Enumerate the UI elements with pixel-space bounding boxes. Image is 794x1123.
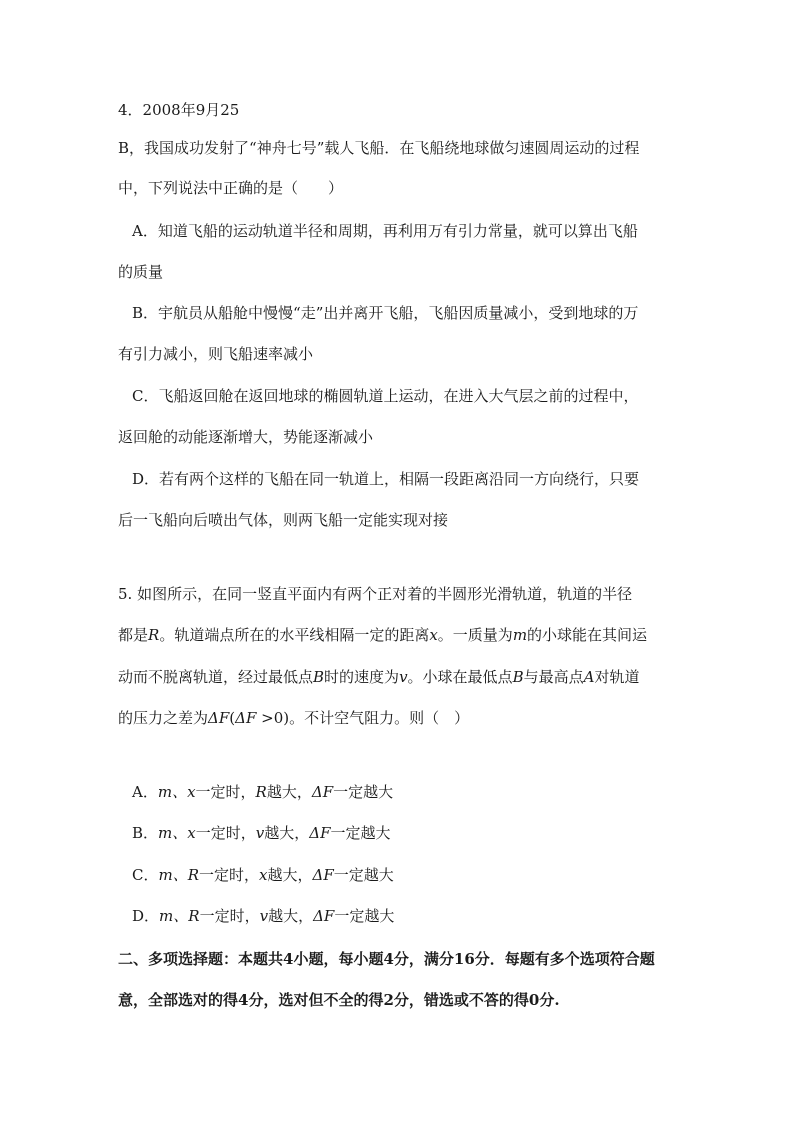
option-label: C．: [132, 866, 159, 884]
text: 。小球在最低点: [407, 668, 513, 686]
q5-option-d: [132, 906, 394, 926]
text: 动而不脱离轨道，经过最低点: [118, 668, 314, 686]
option-label: B．: [132, 824, 159, 842]
section2-heading-line-2: 意，全部选对的得4分，选对但不全的得2分，错选或不答的得0分.: [118, 991, 560, 1009]
text: 的小球能在其间运: [527, 626, 648, 644]
var-b: B: [313, 668, 325, 686]
q4-option-c-line-1: C．飞船返回舱在返回地球的椭圆轨道上运动，在进入大气层之前的过程中，: [132, 387, 639, 405]
var-v: v: [399, 668, 408, 686]
var-delta-f: ΔF: [208, 709, 230, 727]
text: 一定时，: [195, 783, 256, 801]
q5-option-c: [132, 865, 394, 885]
text: 一定时，: [199, 907, 260, 925]
var-delta-f: ΔF: [235, 709, 257, 727]
text: 与最高点: [523, 668, 584, 686]
q4-option-d-line-2: 后一飞船向后喷出气体，则两飞船一定能实现对接: [118, 511, 449, 529]
var-b: B: [512, 668, 524, 686]
option-var: R: [255, 783, 267, 801]
q4-option-a-line-2: 的质量: [118, 263, 164, 281]
text: 一定时，: [195, 824, 256, 842]
section2-heading-line-1: 二、多项选择题：本题共4小题，每小题4分，满分16分．每题有多个选项符合题: [118, 950, 655, 968]
var-delta-f: ΔF: [311, 783, 334, 801]
var-delta-f: ΔF: [312, 866, 334, 884]
text: 一定越大: [334, 907, 395, 925]
text: (: [229, 709, 236, 727]
option-vars: m、R: [158, 866, 200, 884]
text: 一定越大: [333, 866, 394, 884]
text: 。一质量为: [437, 626, 513, 644]
q4-stem-line-2: 中，下列说法中正确的是（ ）: [118, 179, 344, 197]
var-r: R: [148, 626, 160, 644]
q4-option-a-line-1: A．知道飞船的运动轨道半径和周期，再利用万有引力常量，就可以算出飞船: [132, 222, 638, 240]
q4-stem-line-1: B，我国成功发射了“神舟七号”载人飞船．在飞船绕地球做匀速圆周运动的过程: [118, 139, 640, 157]
q4-option-c-line-2: 返回舱的动能逐渐增大，势能逐渐减小: [118, 428, 374, 446]
option-var: x: [259, 866, 268, 884]
option-label: D．: [132, 907, 160, 925]
text: 越大，: [267, 866, 313, 884]
var-delta-f: ΔF: [313, 907, 335, 925]
text: >0)。不计空气阻力。则（ ）: [256, 709, 470, 727]
q4-option-d-line-1: D．若有两个这样的飞船在同一轨道上，相隔一段距离沿同一方向绕行，只要: [132, 470, 640, 488]
text: 越大，: [266, 783, 312, 801]
text: 一定越大: [333, 783, 394, 801]
q5-stem-line-3: [118, 667, 639, 687]
option-var: v: [259, 907, 269, 925]
var-a: A: [583, 668, 595, 686]
q5-option-a: [132, 782, 393, 802]
text: 对轨道: [594, 668, 640, 686]
text: 一定时，: [199, 866, 260, 884]
text: 越大，: [268, 907, 314, 925]
var-delta-f: ΔF: [309, 824, 331, 842]
q4-option-b-line-1: B．宇航员从船舱中慢慢“走”出并离开飞船，飞船因质量减小，受到地球的万: [132, 304, 639, 322]
q5-option-b: [132, 823, 391, 843]
text: 一定越大: [330, 824, 391, 842]
var-x: x: [429, 626, 438, 644]
text: 的压力之差为: [118, 709, 209, 727]
q4-option-b-line-2: 有引力减小，则飞船速率减小: [118, 345, 314, 363]
text: 越大，: [264, 824, 310, 842]
option-vars: m、x: [158, 824, 196, 842]
option-label: A．: [132, 783, 158, 801]
option-vars: m、x: [157, 783, 196, 801]
var-m: m: [512, 626, 528, 644]
text: 。轨道端点所在的水平线相隔一定的距离: [159, 626, 430, 644]
q5-stem-line-1: 5. 如图所示，在同一竖直平面内有两个正对着的半圆形光滑轨道，轨道的半径: [118, 585, 633, 603]
q4-number-date: 4．2008年9月25: [118, 101, 240, 119]
q5-stem-line-2: [118, 625, 647, 645]
q5-stem-line-4: [118, 708, 469, 728]
option-var: v: [255, 824, 265, 842]
text: 时的速度为: [324, 668, 400, 686]
text: 都是: [118, 626, 149, 644]
option-vars: m、R: [159, 907, 200, 925]
